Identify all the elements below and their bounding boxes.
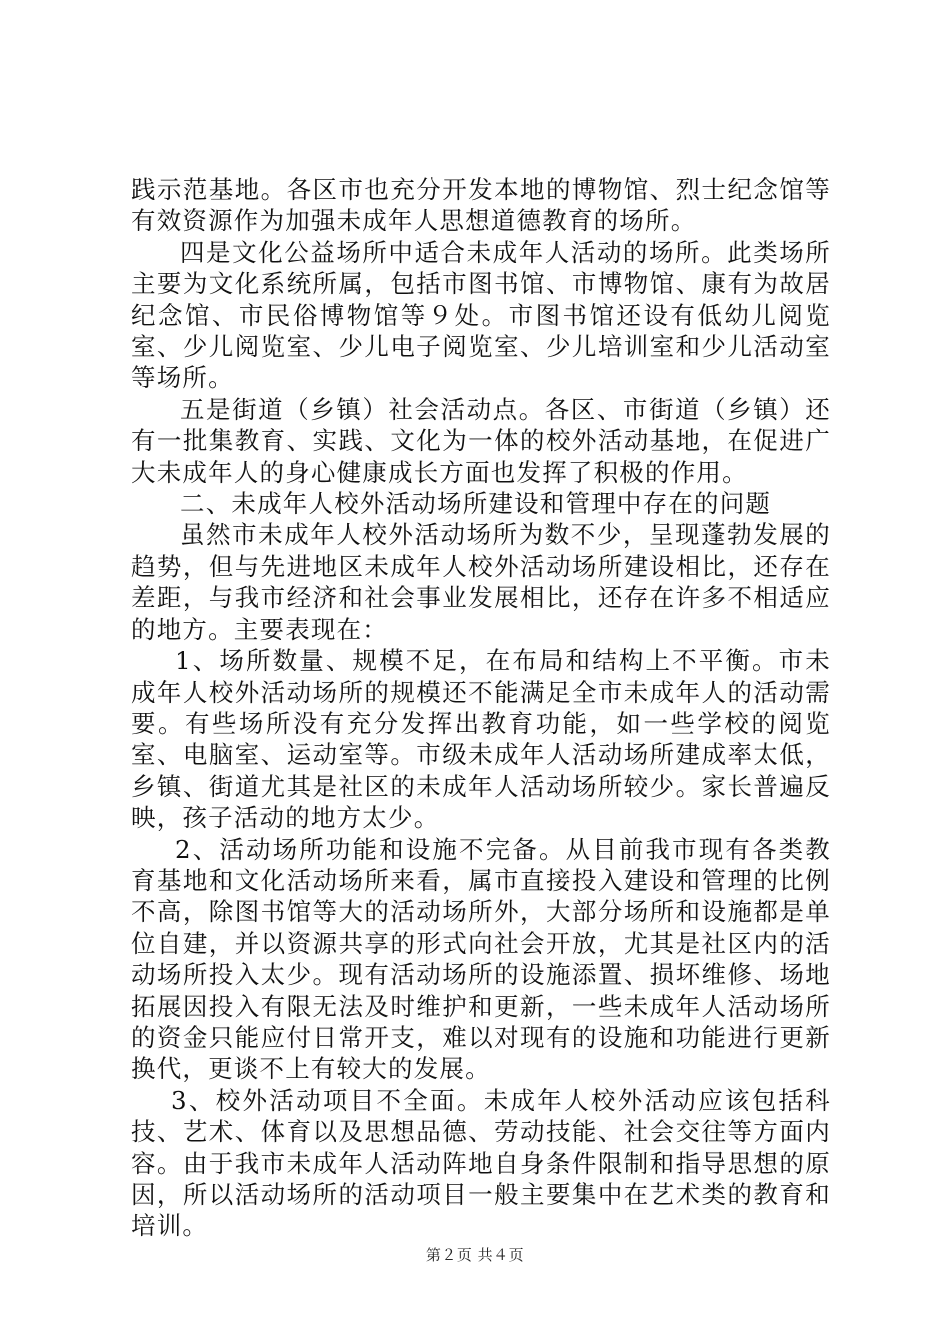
paragraph-fifth-item: 五是街道（乡镇）社会活动点。各区、市街道（乡镇）还有一批集教育、实践、文化为一体的校外活动基地，在促进广大未成年人的身心健康成长方面也发挥了积极的作用。 (131, 394, 831, 487)
section-heading-problems: 二、未成年人校外活动场所建设和管理中存在的问题 (180, 489, 772, 519)
paragraph-problem-2: 2、活动场所功能和设施不完备。从目前我市现有各类教育基地和文化活动场所来看，属市直接投入建设和管理的比例不高，除图书馆等大的活动场所外，大部分场所和设施都是单位自建，并以资源共享的形式向社会开放，尤其是社区内的活动场所投入太少。现有活动场所的设施添置、损坏维修、场地拓展因投入有限无法及时维护和更新，一些未成年人活动场所的资金只能应付日常开支，难以对现有的设施和功能进行更新换代，更谈不上有较大的发展。 (131, 834, 831, 1084)
document-body (131, 174, 831, 1242)
paragraph-fourth-item: 四是文化公益场所中适合未成年人活动的场所。此类场所主要为文化系统所属，包括市图书馆、市博物馆、康有为故居纪念馆、市民俗博物馆等９处。市图书馆还设有低幼儿阅览室、少儿阅览室、少儿电子阅览室、少儿培训室和少儿活动室等场所。 (131, 237, 831, 393)
paragraph-problem-1: 1、场所数量、规模不足，在布局和结构上不平衡。市未成年人校外活动场所的规模还不能满足全市未成年人的活动需要。有些场所没有充分发挥出教育功能，如一些学校的阅览室、电脑室、运动室等。市级未成年人活动场所建成率太低，乡镇、街道尤其是社区的未成年人活动场所较少。家长普遍反映，孩子活动的地方太少。 (131, 646, 831, 833)
paragraph-problem-3: 3、校外活动项目不全面。未成年人校外活动应该包括科技、艺术、体育以及思想品德、劳动技能、社会交往等方面内容。由于我市未成年人活动阵地自身条件限制和指导思想的原因，所以活动场所的活动项目一般主要集中在艺术类的教育和培训。 (131, 1085, 831, 1241)
paragraph-problems-intro: 虽然市未成年人校外活动场所为数不少，呈现蓬勃发展的趋势，但与先进地区未成年人校外活动场所建设相比，还存在差距，与我市经济和社会事业发展相比，还存在许多不相适应的地方。主要表现在： (131, 520, 831, 644)
page-number-footer: 第２页 共４页 (425, 1246, 525, 1264)
paragraph-continuation: 践示范基地。各区市也充分开发本地的博物馆、烈士纪念馆等有效资源作为加强未成年人思想道德教育的场所。 (131, 175, 831, 236)
